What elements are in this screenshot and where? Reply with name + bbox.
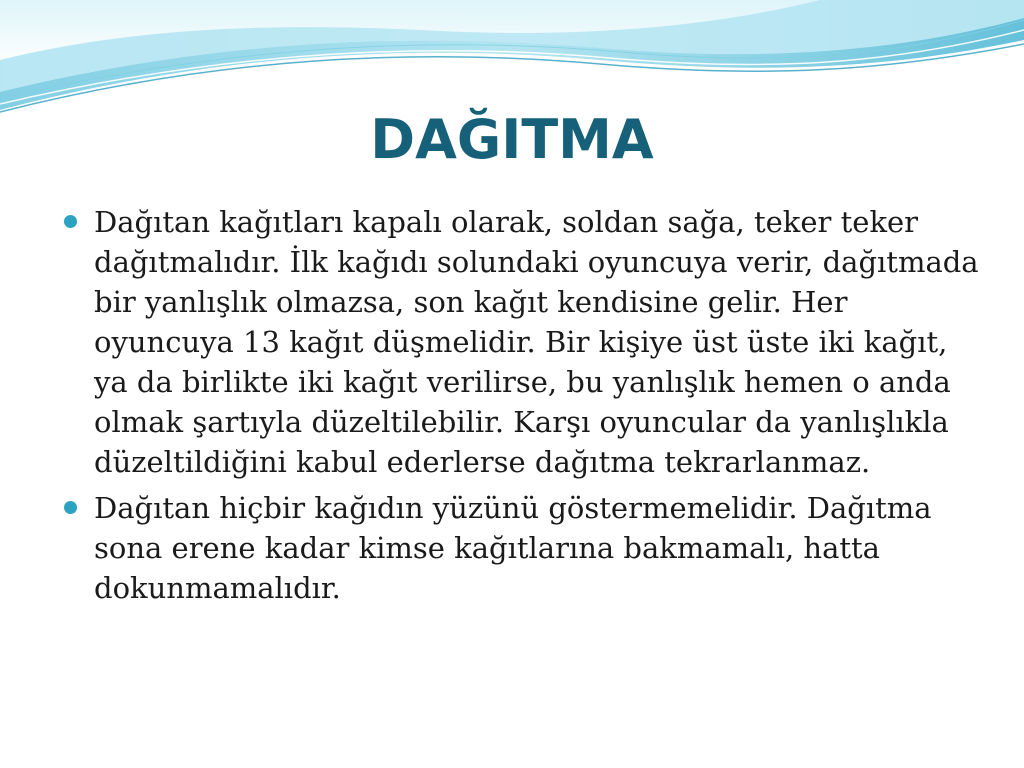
- bullet-text: Dağıtan kağıtları kapalı olarak, soldan sağa, teker teker dağıtmalıdır. İlk kağıdı solundaki oyuncuya verir, dağıtmada bir yanlışlık olmazsa, son kağıt kendisine gelir. Her oyuncuya 13 kağıt düşmelidir. Bir kişiye üst üste iki kağıt, ya da birlikte iki kağıt verilirse, bu yanlışlık hemen o anda olmak şartıyla düzeltilebilir. Karşı oyuncular da yanlışlıkla düzeltildiğini kabul ederlerse dağıtma tekrarlanmaz.: [94, 205, 979, 479]
- wave-header-decoration: [0, 0, 1024, 120]
- bullet-item: [62, 488, 982, 608]
- bullet-list: [62, 202, 982, 614]
- slide-title: DAĞITMA: [370, 108, 654, 171]
- bullet-icon: [64, 501, 77, 514]
- bullet-text: Dağıtan hiçbir kağıdın yüzünü göstermemelidir. Dağıtma sona erene kadar kimse kağıtlarına bakmamalı, hatta dokunmamalıdır.: [94, 491, 932, 605]
- bullet-item: [62, 202, 982, 482]
- bullet-icon: [64, 215, 77, 228]
